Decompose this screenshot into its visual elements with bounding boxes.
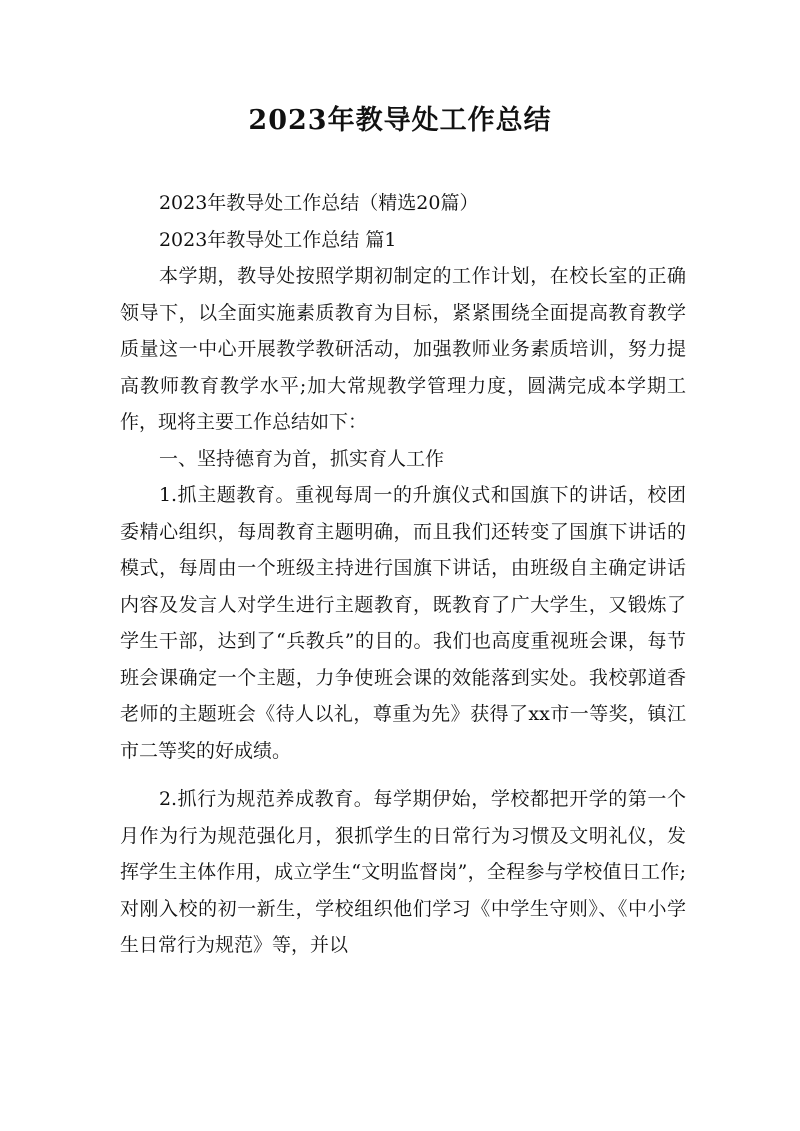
document-body: [120, 185, 686, 964]
heading-paragraph: 一、坚持德育为首，抓实育人工作: [158, 447, 444, 470]
document-title: 2023年教导处工作总结: [248, 105, 552, 136]
body-paragraph: 1.抓主题教育。重视每周一的升旗仪式和国旗下的讲话，校团委精心组织，每周教育主题明确，而且我们还转变了国旗下讲话的模式，每周由一个班级主持进行国旗下讲话，由班级自主确定讲话内容及发言人对学生进行主题教育，既教育了广大学生，又锻炼了学生干部，达到了“兵教兵”的目的。我们也高度重视班会课，每节班会课确定一个主题，力争使班会课的效能落到实处。我校郭道香老师的主题班会《待人以礼，尊重为先》获得了xx市一等奖，镇江市二等奖的好成绩。: [120, 484, 686, 762]
section-heading-paragraph: 2023年教导处工作总结 篇1: [158, 228, 397, 251]
body-paragraph: 2.抓行为规范养成教育。每学期伊始，学校都把开学的第一个月作为行为规范强化月，狠抓学生的日常行为习惯及文明礼仪，发挥学生主体作用，成立学生“文明监督岗”，全程参与学校值日工作;对刚入校的初一新生，学校组织他们学习《中学生守则》、《中小学生日常行为规范》等，并以: [120, 788, 686, 956]
intro-paragraph: 本学期，教导处按照学期初制定的工作计划，在校长室的正确领导下，以全面实施素质教育为目标，紧紧围绕全面提高教育教学质量这一中心开展教学教研活动，加强教师业务素质培训，努力提高教师教育教学水平;加大常规教学管理力度，圆满完成本学期工作，现将主要工作总结如下：: [120, 265, 686, 433]
subtitle-paragraph: 2023年教导处工作总结（精选20篇）: [158, 192, 479, 214]
